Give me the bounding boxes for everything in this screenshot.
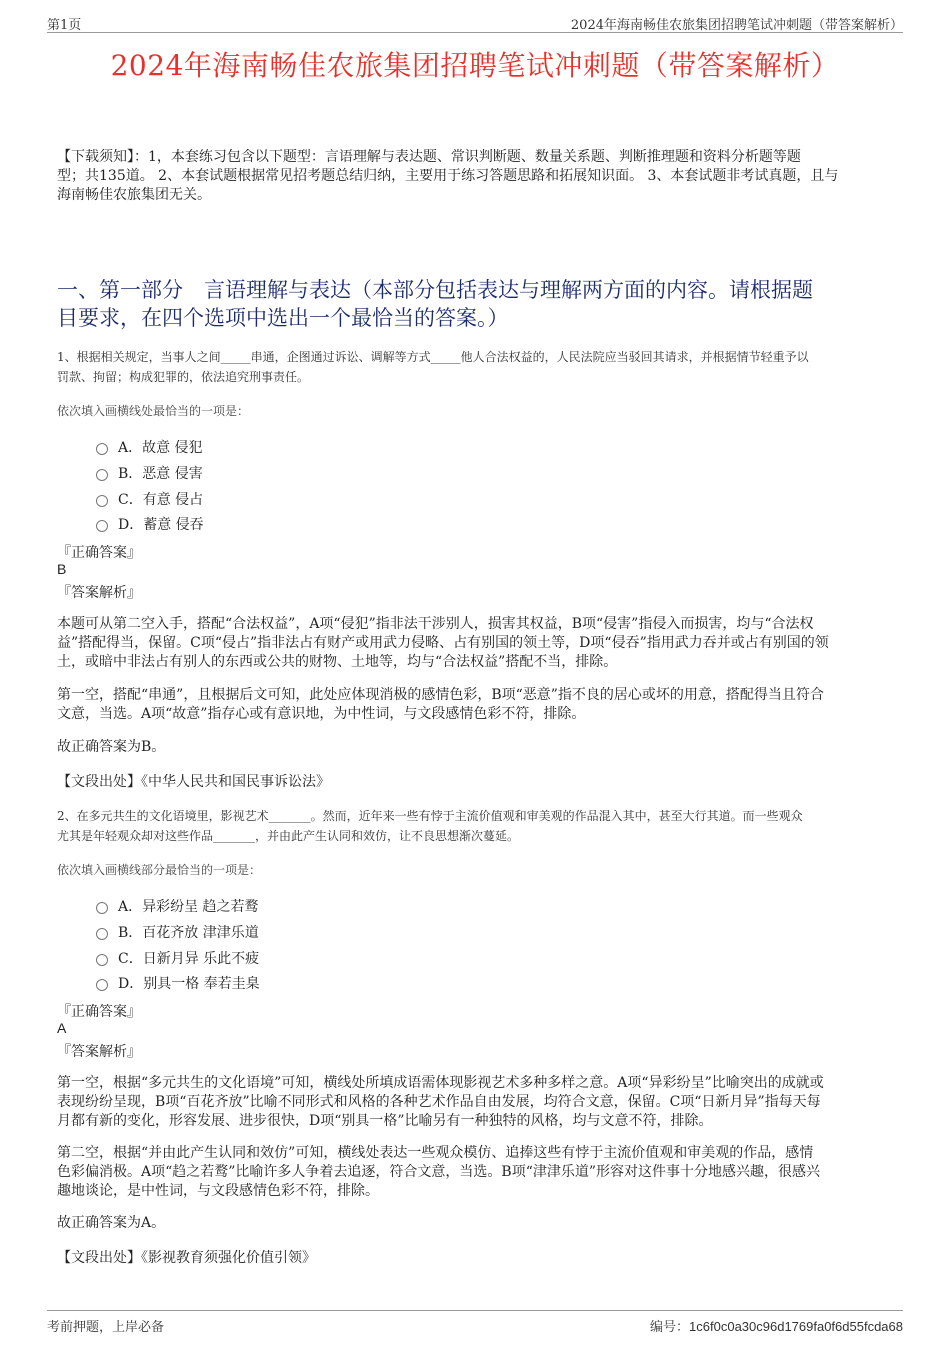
- option-label: C．日新月异 乐此不疲: [118, 951, 260, 967]
- radio-icon[interactable]: [96, 954, 108, 966]
- q1-analysis-paragraph-2: [57, 686, 892, 724]
- radio-icon[interactable]: [96, 979, 108, 991]
- q1-option-c[interactable]: [96, 489, 203, 509]
- section-heading: [57, 276, 897, 332]
- radio-icon[interactable]: [96, 443, 108, 455]
- q2-analysis-paragraph-1: [57, 1074, 892, 1131]
- q2-option-a[interactable]: [96, 896, 259, 916]
- q1-correct-answer-label: 『正确答案』: [57, 545, 141, 561]
- page-number: 第1页: [47, 18, 82, 33]
- option-label: B．百花齐放 津津乐道: [118, 925, 259, 941]
- notice-line: 【下载须知】：1，本套练习包含以下题型：言语理解与表达题、常识判断题、数量关系题、判断推理题和资料分析题等题: [57, 149, 801, 165]
- section-heading-line: 目要求，在四个选项中选出一个最恰当的答案。）: [57, 306, 509, 330]
- q2-analysis-label: 『答案解析』: [57, 1044, 141, 1060]
- q2-correct-answer-label: 『正确答案』: [57, 1004, 141, 1020]
- download-notice: [57, 148, 897, 205]
- notice-line: 海南畅佳农旅集团无关。: [57, 187, 211, 203]
- option-label: A．故意 侵犯: [118, 440, 203, 456]
- paragraph-line: 表现纷纷呈现，B项“百花齐放”比喻不同形式和风格的各种艺术作品自由发展，均符合文意，保留。C项“日新月异”指每天每: [57, 1094, 821, 1110]
- q2-correct-answer: A: [57, 1020, 67, 1036]
- question-line: 罚款、拘留；构成犯罪的，依法追究刑事责任。: [57, 370, 310, 384]
- question-line: 2、在多元共生的文化语境里，影视艺术_______。然而，近年来一些有悖于主流价值观和审美观的作品混入其中，甚至大行其道。而一些观众: [57, 809, 803, 823]
- radio-icon[interactable]: [96, 928, 108, 940]
- footer-code-block: [650, 1316, 903, 1335]
- radio-icon[interactable]: [96, 902, 108, 914]
- question-1-stem: [57, 347, 897, 387]
- footer-code-label: 编号：: [650, 1320, 690, 1335]
- radio-icon[interactable]: [96, 520, 108, 532]
- notice-line: 型；共135道。 2、本套试题根据常见招考题总结归纳，主要用于练习答题思路和拓展知识面。 3、本套试题非考试真题，且与: [57, 168, 839, 184]
- q2-source: 【文段出处】《影视教育须强化价值引领》: [57, 1250, 316, 1266]
- q1-analysis-label: 『答案解析』: [57, 585, 141, 601]
- question-1-prompt: 依次填入画横线处最恰当的一项是：: [57, 404, 250, 418]
- q2-option-c[interactable]: [96, 948, 259, 968]
- q1-option-d[interactable]: [96, 514, 204, 534]
- paragraph-line: 文意，当选。A项“故意”指存心或有意识地，为中性词，与文段感情色彩不符，排除。: [57, 706, 586, 722]
- q1-source: 【文段出处】《中华人民共和国民事诉讼法》: [57, 774, 330, 790]
- q1-option-b[interactable]: [96, 463, 203, 483]
- paragraph-line: 益”搭配得当，保留。C项“侵占”指非法占有财产或用武力侵略、占有别国的领土等，D项“侵吞”指用武力吞并或占有别国的领: [57, 635, 829, 651]
- q1-conclusion: 故正确答案为B。: [57, 739, 166, 755]
- q2-option-b[interactable]: [96, 922, 259, 942]
- footer-slogan: 考前押题，上岸必备: [47, 1320, 165, 1335]
- page-footer: [47, 1310, 903, 1337]
- paragraph-line: 趣地谈论，是中性词，与文段感情色彩不符，排除。: [57, 1183, 379, 1199]
- option-label: B．恶意 侵害: [118, 466, 203, 482]
- q2-option-d[interactable]: [96, 973, 260, 993]
- option-label: C．有意 侵占: [118, 492, 204, 508]
- question-2-stem: [57, 806, 897, 846]
- question-2-prompt: 依次填入画横线部分最恰当的一项是：: [57, 863, 262, 877]
- radio-icon[interactable]: [96, 495, 108, 507]
- q2-conclusion: 故正确答案为A。: [57, 1215, 166, 1231]
- q1-option-a[interactable]: [96, 437, 203, 457]
- paragraph-line: 色彩偏消极。A项“趋之若鹜”比喻许多人争着去追逐，符合文意，当选。B项“津津乐道”形容对这件事十分地感兴趣，很感兴: [57, 1164, 821, 1180]
- paragraph-line: 第一空，根据“多元共生的文化语境”可知，横线处所填成语需体现影视艺术多种多样之意。A项“异彩纷呈”比喻突出的成就或: [57, 1075, 824, 1091]
- q1-correct-answer: B: [57, 561, 67, 577]
- footer-code: 1c6f0c0a30c96d1769fa0f6d55fcda68: [689, 1319, 903, 1334]
- option-label: A．异彩纷呈 趋之若鹜: [118, 899, 259, 915]
- page-header: [47, 10, 903, 33]
- radio-icon[interactable]: [96, 469, 108, 481]
- question-line: 1、根据相关规定，当事人之间_____串通，企图通过诉讼、调解等方式_____他人合法权益的，人民法院应当驳回其请求，并根据情节轻重予以: [57, 350, 809, 364]
- document-title: 2024年海南畅佳农旅集团招聘笔试冲刺题（带答案解析）: [110, 49, 840, 82]
- paragraph-line: 土，或暗中非法占有别人的东西或公共的财物、土地等，均与“合法权益”搭配不当，排除。: [57, 654, 618, 670]
- section-heading-line: 一、第一部分 言语理解与表达（本部分包括表达与理解两方面的内容。请根据题: [57, 278, 813, 302]
- q2-analysis-paragraph-2: [57, 1144, 892, 1201]
- q1-analysis-paragraph-1: [57, 615, 892, 672]
- question-line: 尤其是年轻观众却对这些作品_______，并由此产生认同和效仿，让不良思想渐次蔓延。: [57, 829, 520, 843]
- paragraph-line: 月都有新的变化，形容发展、进步很快，D项“别具一格”比喻另有一种独特的风格，均与文意不符，排除。: [57, 1113, 713, 1129]
- header-doc-title: 2024年海南畅佳农旅集团招聘笔试冲刺题（带答案解析）: [570, 18, 903, 33]
- paragraph-line: 本题可从第二空入手，搭配“合法权益”，A项“侵犯”指非法干涉别人，损害其权益，B项“侵害”指侵入而损害，均与“合法权: [57, 616, 814, 632]
- option-label: D．别具一格 奉若圭臬: [118, 976, 260, 992]
- option-label: D．蓄意 侵吞: [118, 517, 204, 533]
- paragraph-line: 第二空，根据“并由此产生认同和效仿”可知，横线处表达一些观众模仿、追捧这些有悖于主流价值观和审美观的作品，感情: [57, 1145, 814, 1161]
- paragraph-line: 第一空，搭配“串通”，且根据后文可知，此处应体现消极的感情色彩，B项“恶意”指不良的居心或坏的用意，搭配得当且符合: [57, 687, 824, 703]
